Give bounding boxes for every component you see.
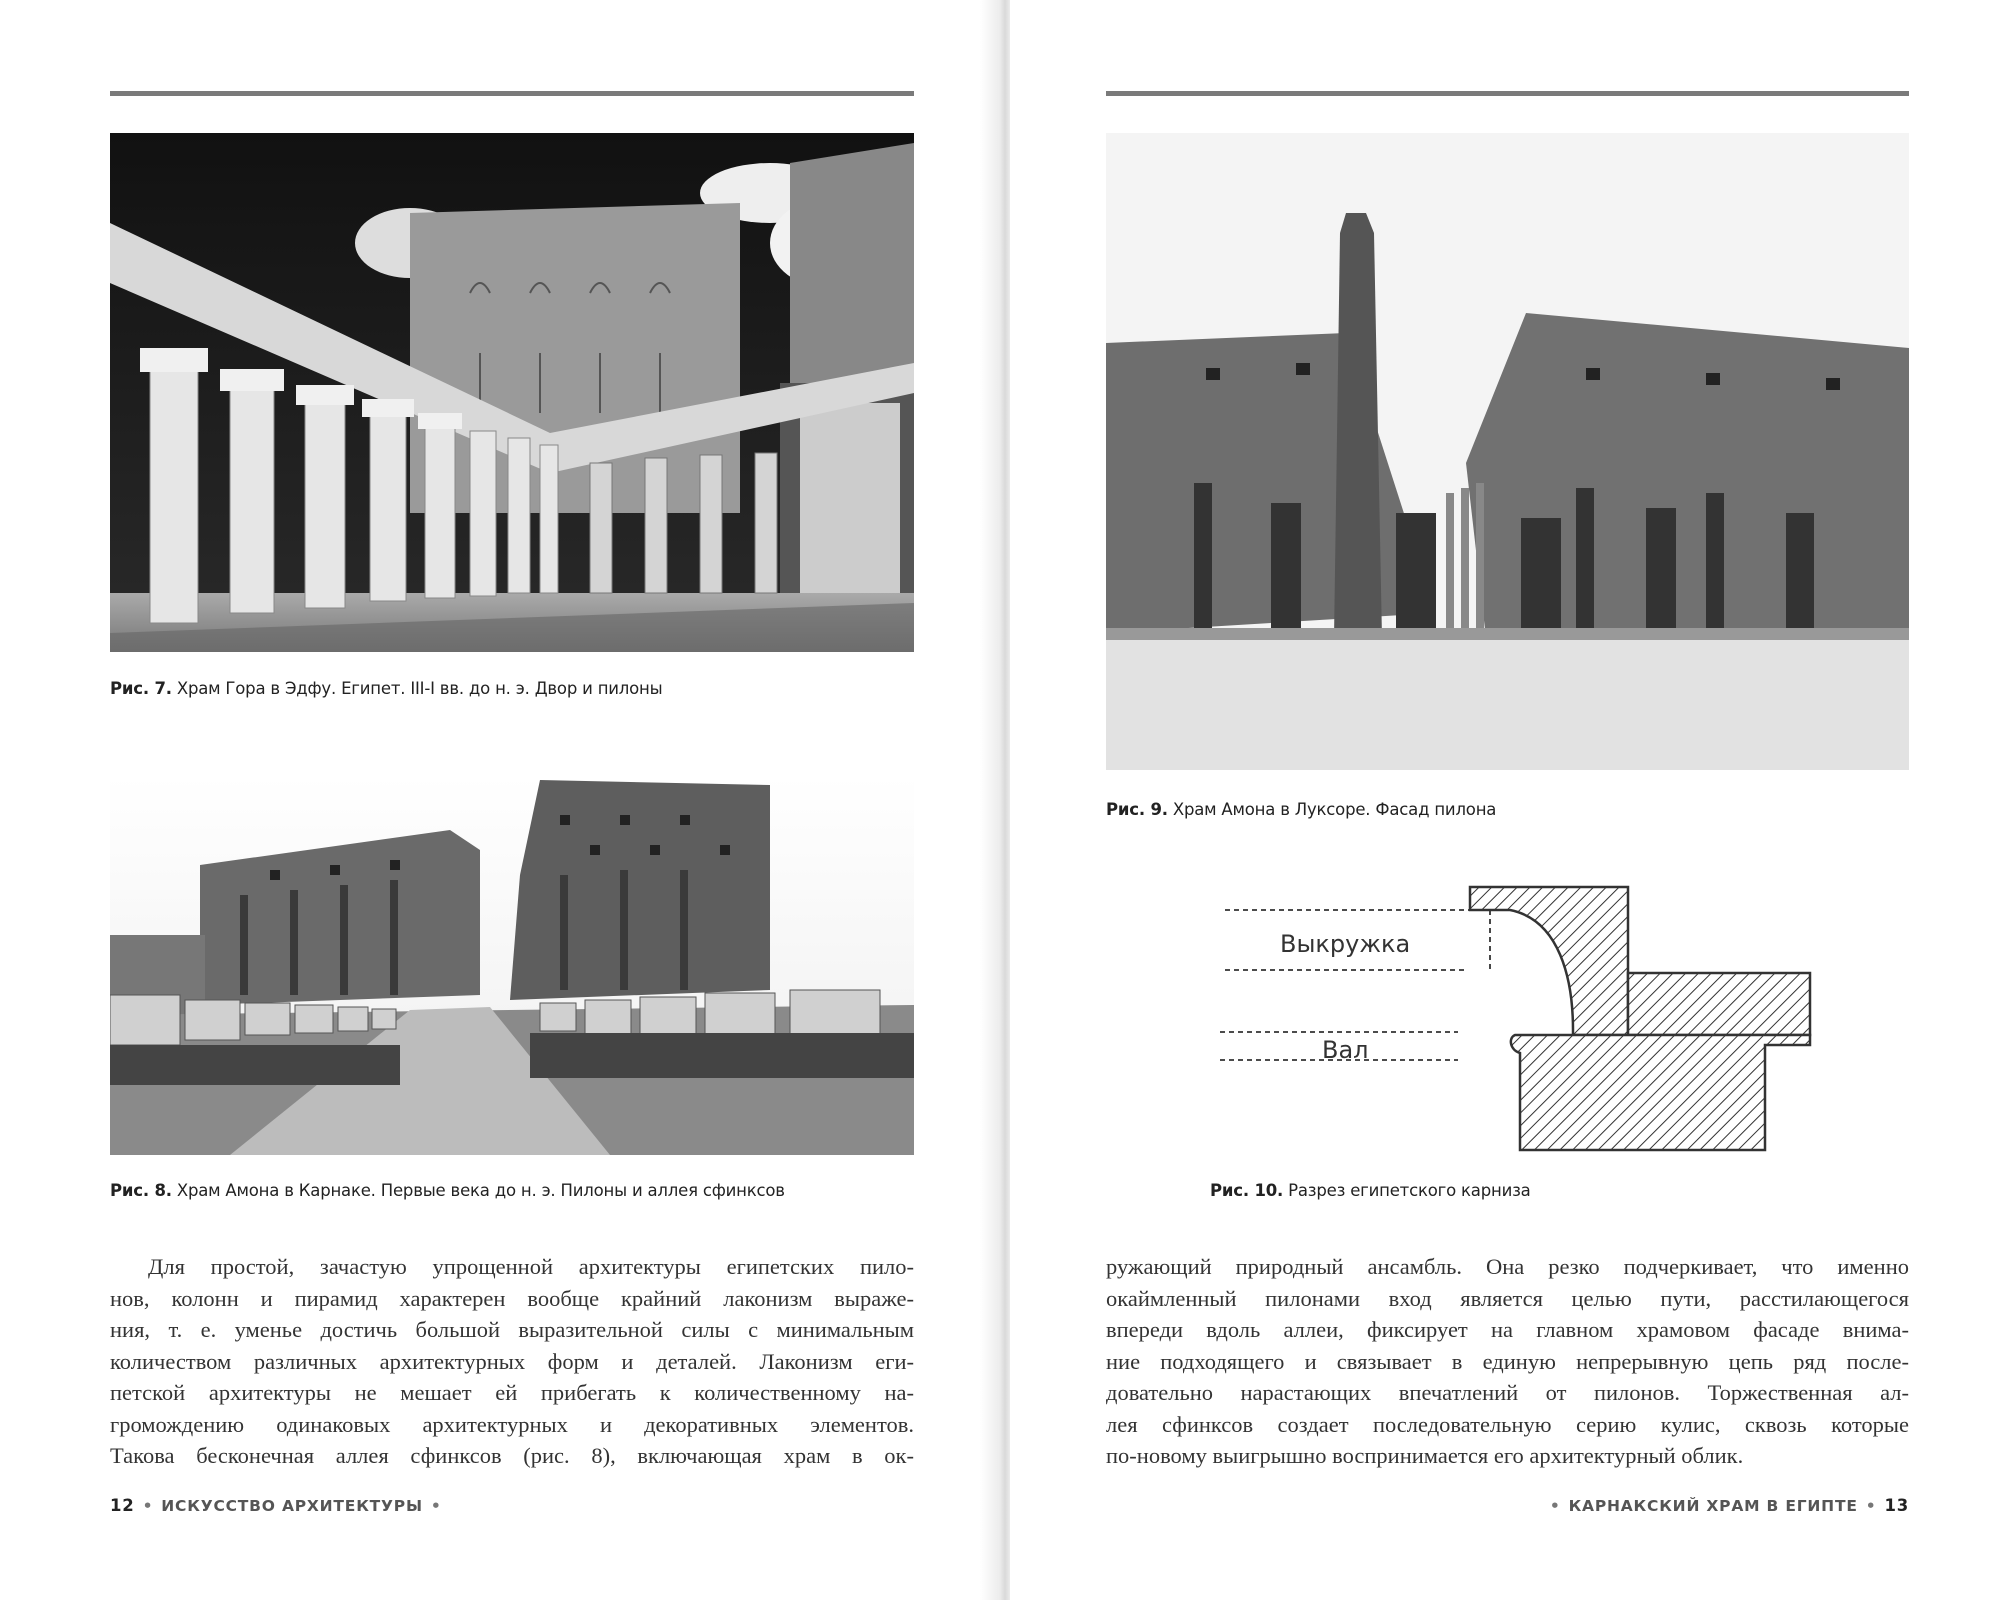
body-line: по-новому выигрышно воспринимается его архитектурный облик. <box>1106 1443 1744 1468</box>
body-line: довательно нарастающих впечатлений от пилонов. Торжественная ал- <box>1106 1380 1909 1405</box>
right-body-text <box>1106 1251 1909 1472</box>
page-number: 12 <box>110 1496 135 1515</box>
top-rule <box>110 91 914 96</box>
figure-10-label: Рис. 10. <box>1210 1181 1284 1200</box>
figure-7-caption-text: Храм Гора в Эдфу. Египет. III-I вв. до н. э. Двор и пилоны <box>176 679 663 698</box>
right-page <box>1010 0 2010 1600</box>
figure-7-photo <box>110 133 914 652</box>
left-body-text <box>110 1251 914 1472</box>
figure-8-caption-text: Храм Амона в Карнаке. Первые века до н. э. Пилоны и аллея сфинксов <box>176 1181 785 1200</box>
running-title: ИСКУССТВО АРХИТЕКТУРЫ <box>161 1497 423 1515</box>
body-line: петской архитектуры не мешает ей прибегать к количественному на- <box>110 1380 914 1405</box>
body-line: количеством различных архитектурных форм и деталей. Лаконизм еги- <box>110 1348 914 1374</box>
running-title: КАРНАКСКИЙ ХРАМ В ЕГИПТЕ <box>1568 1497 1858 1515</box>
figure-9-caption-text: Храм Амона в Луксоре. Фасад пилона <box>1172 800 1497 819</box>
separator-dot: • <box>1549 1497 1561 1515</box>
figure-10-diagram <box>1190 870 1830 1160</box>
left-page <box>0 0 1000 1600</box>
body-line: Для простой, зачастую упрощенной архитектуры египетских пило- <box>148 1254 914 1279</box>
body-line: лея сфинксов создает последовательную серию кулис, сквозь которые <box>1106 1411 1909 1437</box>
page-number: 13 <box>1884 1496 1909 1515</box>
separator-dot: • <box>1865 1497 1877 1515</box>
figure-10-caption-text: Разрез египетского карниза <box>1288 1181 1531 1200</box>
figure-9-caption <box>1106 800 1496 819</box>
body-line: нов, колонн и пирамид характерен вообще крайний лаконизм выраже- <box>110 1285 914 1311</box>
figure-7-label: Рис. 7. <box>110 679 172 698</box>
body-line: окаймленный пилонами вход является целью пути, расстилающегося <box>1106 1285 1909 1311</box>
figure-10-caption <box>1210 1181 1531 1200</box>
body-line: впереди вдоль аллеи, фиксирует на главном храмовом фасаде внима- <box>1106 1317 1909 1342</box>
figure-9-label: Рис. 9. <box>1106 800 1168 819</box>
diagram-label-cove: Выкружка <box>1280 930 1411 958</box>
body-line: ния, т. е. уменье достичь большой выразительной силы с минимальным <box>110 1317 914 1342</box>
body-line: Такова бесконечная аллея сфинксов (рис. 8), включающая храм в ок- <box>110 1443 914 1468</box>
body-line: громождению одинаковых архитектурных и декоративных элементов. <box>110 1411 914 1437</box>
separator-dot: • <box>142 1497 154 1515</box>
body-line: ние подходящего и связывает в единую непрерывную цепь ряд после- <box>1106 1348 1909 1374</box>
left-footer <box>110 1496 450 1515</box>
figure-7-caption <box>110 679 662 698</box>
figure-8-photo <box>110 775 914 1155</box>
top-rule <box>1106 91 1909 96</box>
figure-8-label: Рис. 8. <box>110 1181 172 1200</box>
diagram-label-torus: Вал <box>1322 1036 1369 1064</box>
separator-dot: • <box>430 1497 442 1515</box>
right-footer <box>1542 1496 1909 1515</box>
body-line: ружающий природный ансамбль. Она резко подчеркивает, что именно <box>1106 1254 1909 1279</box>
figure-8-caption <box>110 1181 785 1200</box>
figure-9-photo <box>1106 133 1909 770</box>
